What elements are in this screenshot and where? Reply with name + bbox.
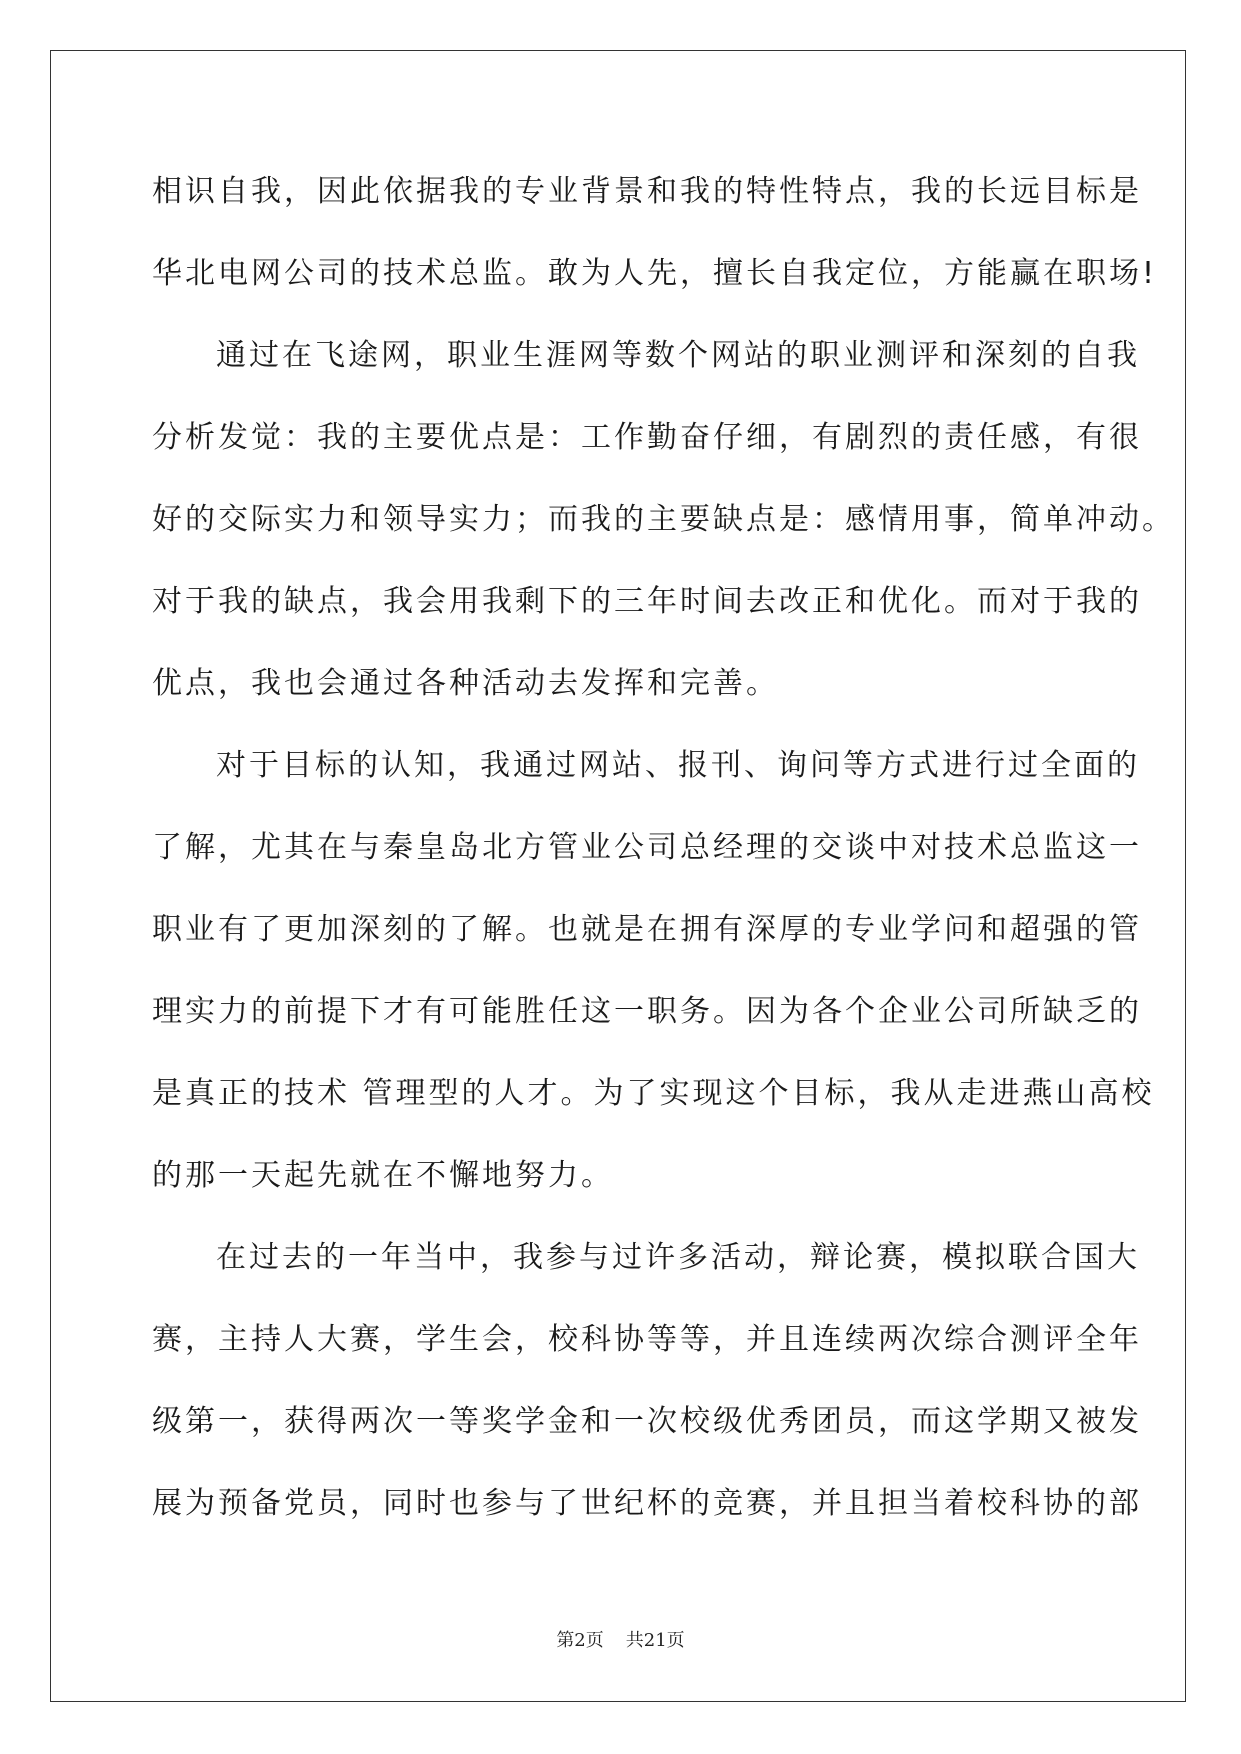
text-line: 的那一天起先就在不懈地努力。 [152, 1158, 614, 1193]
paragraph-start-line: 对于目标的认知，我通过网站、报刊、询问等方式进行过全面的 [216, 748, 1140, 783]
text-line: 好的交际实力和领导实力；而我的主要缺点是：感情用事，简单冲动。 [152, 502, 1175, 537]
page-total: 共21页 [625, 1630, 685, 1651]
paragraph-start-line: 在过去的一年当中，我参与过许多活动，辩论赛，模拟联合国大 [216, 1240, 1140, 1275]
text-line: 相识自我，因此依据我的专业背景和我的特性特点，我的长远目标是 [152, 174, 1142, 209]
page-footer [0, 1626, 1241, 1652]
text-line: 分析发觉：我的主要优点是：工作勤奋仔细，有剧烈的责任感，有很 [152, 420, 1142, 455]
text-line: 华北电网公司的技术总监。敢为人先，擅长自我定位，方能赢在职场! [152, 256, 1158, 291]
text-line: 是真正的技术 管理型的人才。为了实现这个目标，我从走进燕山高校 [152, 1076, 1155, 1111]
text-line: 理实力的前提下才有可能胜任这一职务。因为各个企业公司所缺乏的 [152, 994, 1142, 1029]
page-number: 第2页 [556, 1630, 604, 1651]
document-body [152, 162, 1175, 1556]
text-line: 职业有了更加深刻的了解。也就是在拥有深厚的专业学问和超强的管 [152, 912, 1142, 947]
text-line: 优点，我也会通过各种活动去发挥和完善。 [152, 666, 779, 701]
text-line: 对于我的缺点，我会用我剩下的三年时间去改正和优化。而对于我的 [152, 584, 1142, 619]
text-line: 展为预备党员，同时也参与了世纪杯的竞赛，并且担当着校科协的部 [152, 1486, 1142, 1521]
text-line: 赛，主持人大赛，学生会，校科协等等，并且连续两次综合测评全年 [152, 1322, 1142, 1357]
paragraph-start-line: 通过在飞途网，职业生涯网等数个网站的职业测评和深刻的自我 [216, 338, 1140, 373]
text-line: 级第一，获得两次一等奖学金和一次校级优秀团员，而这学期又被发 [152, 1404, 1142, 1439]
text-line: 了解，尤其在与秦皇岛北方管业公司总经理的交谈中对技术总监这一 [152, 830, 1142, 865]
